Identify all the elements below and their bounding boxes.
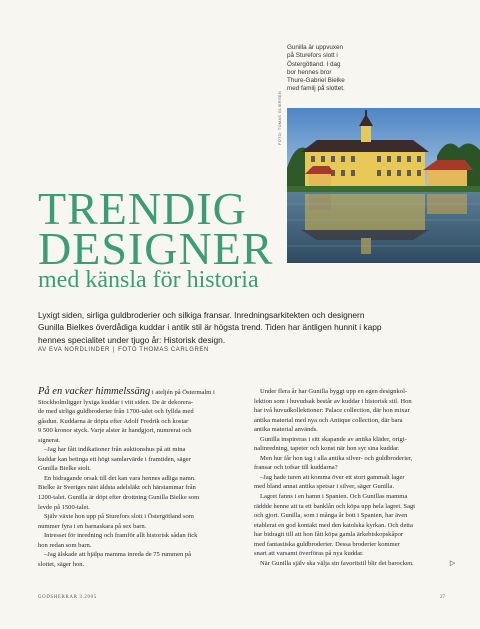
body-line: En bidragande orsak till det kan vara hennes adliga namn.	[44, 474, 196, 482]
photo-caption	[287, 44, 377, 94]
body-line: räddde henne att ta ett banklån och köpa upp hela lagret. Sagt	[254, 502, 416, 510]
footer-publication: GODSHERRAR 3.2005	[38, 595, 97, 600]
photo-credit: FOTO: TOMAS GLIERSEN	[278, 90, 282, 145]
body-line: slottet, säger hon.	[38, 560, 85, 568]
body-line: 9 500 kronor styck. Varje alster är handgjort, numrerat och	[38, 427, 192, 435]
headline-line-2: DESIGNER	[38, 223, 274, 274]
body-line: 1200-talet. Gunilla är döpt efter drottning Gunilla Bielke som	[38, 494, 200, 502]
lead-line: Gunilla Bielkes överdådiga kuddar i antik stil är högsta trend. Tiden har äntligen hunnit i kapp	[38, 322, 382, 333]
body-line: nummer fyra i en barnaskara på sex barn.	[38, 522, 147, 530]
body-column-left	[38, 387, 245, 569]
body-line: –Jag älskade att hjälpa mamma inreda de 75 rummen på	[44, 551, 192, 559]
body-line: fransar och tofsar till kuddarna?	[254, 464, 338, 472]
body-line: Stockholmligger lyxiga kuddar i vitt siden. De är dekorera-	[38, 398, 194, 406]
caption-line: Thure-Gabriel Bielke	[287, 77, 345, 85]
body-line: –Jag hade turen att komma över ett stort gammalt lager	[260, 473, 405, 481]
body-line: antika material med nya och Antique collection, där bara	[254, 416, 403, 424]
body-line: Under flera år har Gunilla byggt upp en egen designkol-	[260, 388, 408, 395]
body-line: levde på 1500-talet.	[38, 503, 90, 511]
lead-paragraph	[38, 309, 458, 346]
caption-line: Östergötland. I dag	[287, 60, 341, 68]
body-line: med bland annat antika spetsar i silver, säger Gunilla.	[254, 483, 395, 491]
body-line: snart att varsamt överföras på nya kuddar.	[254, 550, 364, 558]
body-line: Gunilla Bielke stolt.	[38, 465, 91, 473]
body-line: och gjort. Gunilla, som i många år bott i Spanien, har även	[254, 512, 408, 520]
byline-photographer: FOTO THOMAS CARLGREN	[118, 347, 209, 353]
body-line: Gunilla inspireras i sitt skapande av antika kläder, origi-	[260, 435, 407, 443]
body-line: gåsdun. Kuddarna är döpta efter Adolf Fredrik och kostar	[38, 417, 189, 425]
castle-illustration	[287, 108, 480, 263]
byline	[38, 347, 209, 353]
body-line-first	[38, 387, 245, 398]
castle-photo	[287, 108, 480, 263]
body-line: med fantastiska guldbroderier. Dessa broderier kommer	[254, 540, 400, 548]
body-line-last	[254, 559, 461, 569]
body-text: När Gunilla själv ska välja sin favoritstil blir det barocken.	[260, 559, 414, 567]
body-text: i ateljén på Östermalm i	[150, 389, 215, 396]
lead-line: hennes specialitet under tjugo år: Historisk design.	[38, 334, 226, 345]
drop-in-lead: På en vacker himmelssäng	[38, 386, 151, 397]
caption-line: med familj på slottet.	[287, 85, 345, 93]
body-line: nalinredning, tapeter och konst när hon syr sina kuddar.	[254, 445, 400, 453]
caption-line: Gunilla är uppvuxen	[287, 44, 344, 51]
body-line: Bielke är Sveriges näst äldsta adelsläkt och härstammar från	[38, 484, 196, 492]
body-line: hon redan som barn.	[38, 541, 92, 549]
footer-page-number: 27	[440, 595, 445, 600]
caption-line: bor hennes bror	[287, 68, 332, 76]
end-mark-icon: ▷	[449, 558, 456, 567]
body-line: Men hur får hon tag i alla antika silver- och guldbroderier,	[260, 454, 413, 462]
byline-author: AV EVA NORDLINDER	[38, 347, 110, 353]
body-line: Lagret fanns i en hamn i Spanien. Och Gunillas mamma	[260, 493, 408, 501]
body-line: Intresset för inredning och framför allt historisk sådan fick	[44, 532, 198, 540]
body-line: –Jag har fått indikationer från auktionshus på att mina	[44, 446, 186, 454]
body-line: Själv växte hon upp på Sturefors slott i Östergötland som	[44, 513, 194, 521]
body-line: signerat.	[38, 436, 61, 444]
body-line: har två huvudkollektioner: Palace collection, där hon mixar	[254, 407, 410, 415]
lead-line: Lyxigt siden, sirliga guldbroderier och silkiga fransar. Inredningsarkitekten och designern	[38, 310, 365, 320]
headline-subtitle: med känsla för historia	[38, 267, 259, 293]
caption-line: på Sturefors slott i	[287, 52, 338, 60]
body-line: etablerat en god kontakt med den katolska kyrkan. Och detta	[254, 521, 413, 529]
byline-separator: |	[113, 347, 116, 353]
body-line: lektion som i huvudsak består av kuddar i historisk stil. Hon	[254, 397, 412, 405]
body-line: har bidragit till att hon fått köpa gamla ärkebiskopskåpor	[254, 531, 404, 539]
headline-line-1: TRENDIG	[38, 183, 247, 234]
body-column-right	[254, 387, 461, 568]
body-line: antika material används.	[254, 426, 318, 434]
body-line: kuddar kan betinga ett högt samlarvärde i framtiden, säger	[38, 455, 191, 463]
body-line: de med sirliga guldbroderier från 1700-talet och fyllda med	[38, 408, 194, 416]
